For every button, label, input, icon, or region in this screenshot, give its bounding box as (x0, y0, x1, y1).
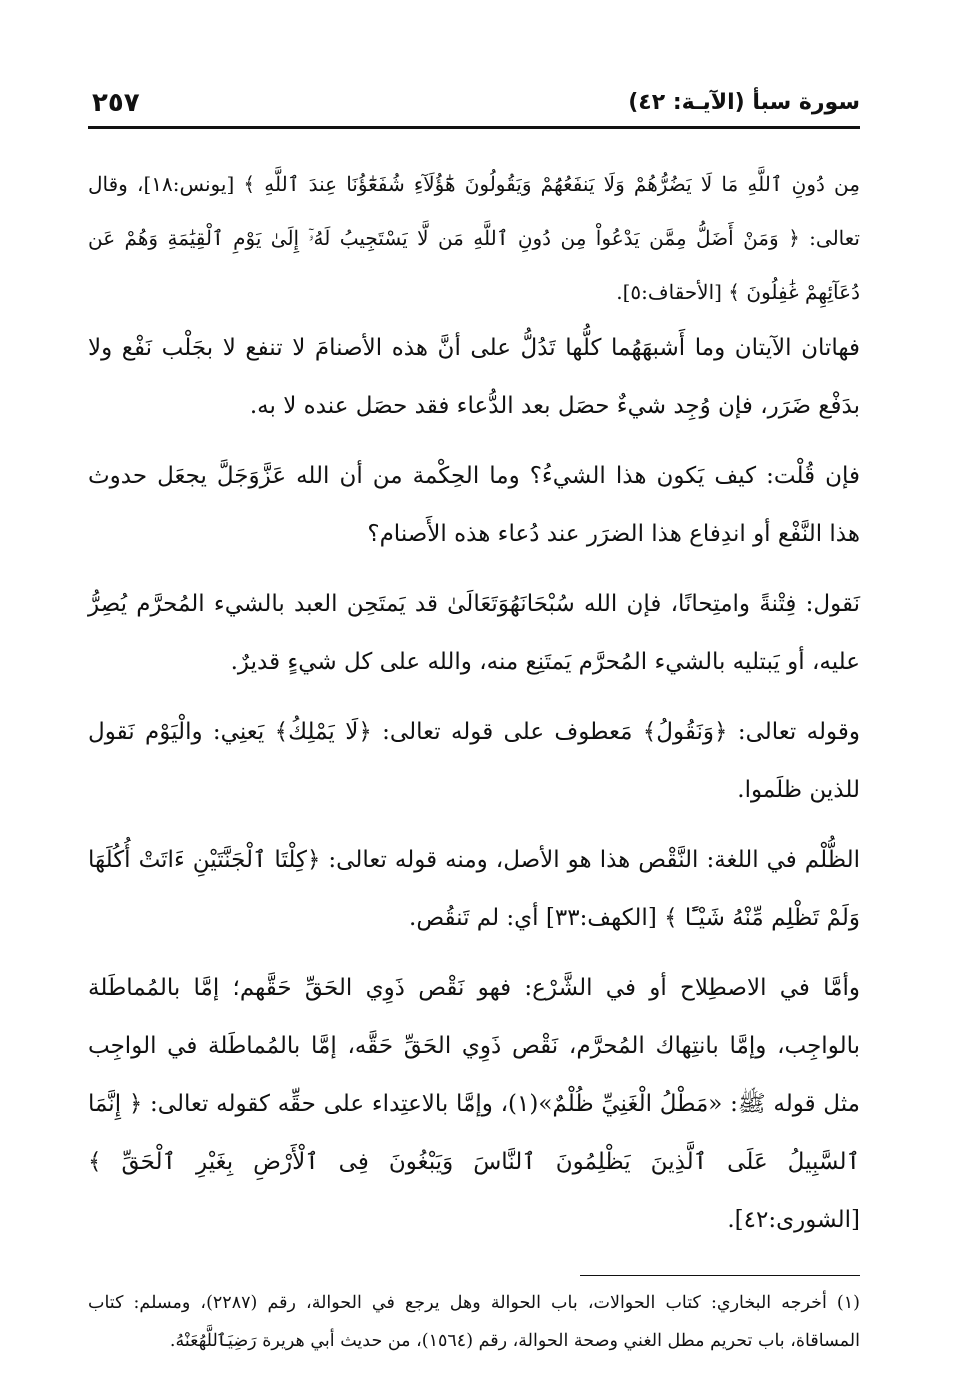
book-page (88, 88, 860, 1351)
quran-quote-paragraph: مِن دُونِ ٱللَّهِ مَا لَا يَضُرُّهُمْ وَلَا يَنفَعُهُمْ وَيَقُولُونَ هَٰٓؤُلَآءِ شُفَعَٰٓؤُنَا عِندَ ٱللَّهِ ﴾ [يونس:١٨]، وقال تعالى: ﴿ وَمَنْ أَضَلُّ مِمَّن يَدْعُواْ مِن دُونِ ٱللَّهِ مَن لَّا يَسْتَجِيبُ لَهُۥٓ إِلَىٰ يَوْمِ ٱلْقِيَٰمَةِ وَهُمْ عَن دُعَآئِهِمْ غَٰفِلُونَ ﴾ [الأحقاف:٥]. (88, 172, 860, 304)
chapter-title: سورة سبأ (الآيـة: ٤٢) (628, 90, 860, 115)
main-text (88, 157, 860, 1249)
footnote: (١) أخرجه البخاري: كتاب الحوالات، باب الحوالة وهل يرجع في الحوالة، رقم (٢٢٨٧)، ومسلم: كتاب المساقاة، باب تحريم مطل الغني وصحة الحوالة، رقم (١٥٦٤)، من حديث أبي هريرة رَضِيَٱللَّهُعَنْهُ. (88, 1293, 860, 1351)
body-paragraph: وقوله تعالى: ﴿وَنَقُولُ﴾ مَعطوف على قوله تعالى: ﴿لَا يَمْلِكُ﴾ يَعنِي: والْيَوْم نَقول للذين ظلَموا. (88, 719, 860, 803)
body-paragraph: نَقول: فِتْنةً وامتِحانًا، فإن الله سُبْحَانَهُوَتَعَالَىٰ قد يَمتَحِن العبد بالشيء المُحرَّم يُصِرُّ عليه، أو يَبتليه بالشيء المُحرَّم يَمتَنِع منه، والله على كل شيءٍ قديرٌ. (88, 591, 860, 675)
footnote-divider (580, 1275, 860, 1276)
body-paragraph: الظُّلْم في اللغة: النَّقْص هذا هو الأصل، ومنه قوله تعالى: ﴿كِلْتَا ٱلْجَنَّتَيْنِ ءَاتَتْ أُكُلَهَا وَلَمْ تَظْلِم مِّنْهُ شَيْـًٔا ﴾ [الكهف:٣٣] أي: لم تَنقُص. (88, 847, 860, 931)
page-header (88, 90, 860, 129)
body-paragraph: فهاتان الآيتان وما أَشبهَهُما كلُّها تَدُلُّ على أنَّ هذه الأصنامَ لا تنفع لا بجَلْب نَفْع ولا بدَفْع ضَرَر، فإن وُجِد شيءٌ حصَل بعد الدُّعاء فقد حصَل عنده لا به. (88, 335, 860, 419)
body-paragraph: وأمَّا في الاصطِلاح أو في الشَّرْع: فهو نَقْص ذَوِي الحَقِّ حَقَّهم؛ إمَّا بالمُماطَلة بالواجِب، وإمَّا بانتِهاك المُحرَّم، نَقْص ذَوِي الحَقِّ حَقَّه، إمَّا بالمُماطَلة في الواجِب مثل قوله ﷺ: «مَطْلُ الْغَنِيِّ ظُلْمٌ»(١)، وإمَّا بالاعتِداء على حقِّه كقوله تعالى: ﴿ إِنَّمَا ٱلسَّبِيلُ عَلَى ٱلَّذِينَ يَظْلِمُونَ ٱلنَّاسَ وَيَبْغُونَ فِى ٱلْأَرْضِ بِغَيْرِ ٱلْحَقِّ ﴾ [الشورى:٤٢]. (88, 975, 860, 1233)
body-paragraph: فإن قُلْت: كيف يَكون هذا الشيءُ؟ وما الحِكْمة من أن الله عَزَّوَجَلَّ يجعَل حدوث هذا النَّفْع أو اندِفاع هذا الضرَر عند دُعاء هذه الأَصنام؟ (88, 463, 860, 547)
page-number: ٢٥٧ (92, 88, 140, 118)
